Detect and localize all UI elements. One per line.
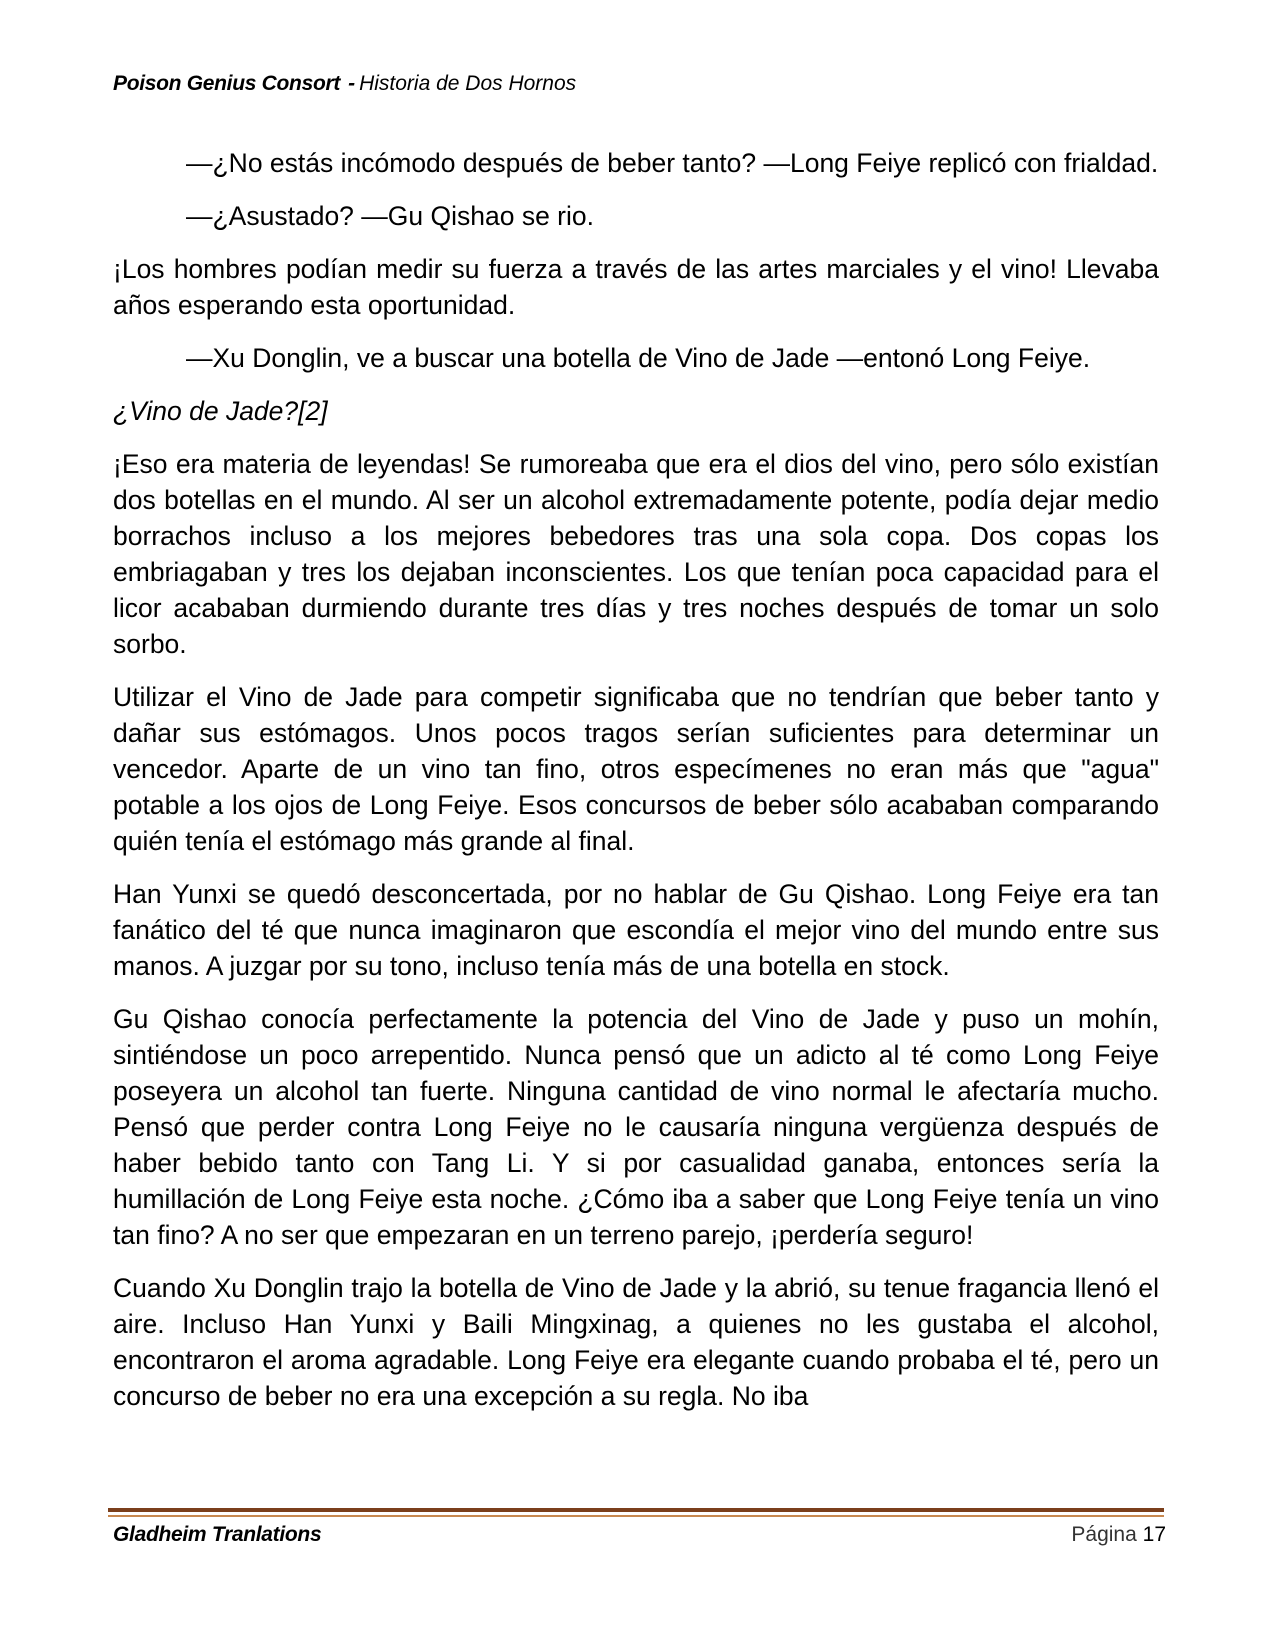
header-separator: -	[348, 72, 356, 95]
footer-page-indicator	[1071, 1523, 1166, 1547]
paragraph-10: Cuando Xu Donglin trajo la botella de Vino de Jade y la abrió, su tenue fragancia llenó el aire. Incluso Han Yunxi y Baili Mingxinag, a quienes no les gustaba el alcohol, encontraron el aroma agradable. Long Feiye era elegante cuando probaba el té, pero un concurso de beber no era una excepción a su regla. No iba	[113, 1273, 1159, 1411]
series-title: Poison Genius Consort	[113, 72, 341, 95]
footer-divider-thick	[108, 1508, 1164, 1512]
page-label: Página	[1071, 1523, 1137, 1546]
paragraph-9: Gu Qishao conocía perfectamente la potencia del Vino de Jade y puso un mohín, sintiéndose un poco arrepentido. Nunca pensó que un adicto al té como Long Feiye poseyera un alcohol tan fuerte. Ninguna cantidad de vino normal le afectaría mucho. Pensó que perder contra Long Feiye no le causaría ninguna vergüenza después de haber bebido tanto con Tang Li. Y si por casualidad ganaba, entonces sería la humillación de Long Feiye esta noche. ¿Cómo iba a saber que Long Feiye tenía un vino tan fino? A no ser que empezaran en un terreno parejo, ¡perdería seguro!	[113, 1004, 1159, 1250]
body-text	[113, 145, 1159, 1431]
page-number: 17	[1142, 1523, 1166, 1546]
paragraph-6: ¡Eso era materia de leyendas! Se rumoreaba que era el dios del vino, pero sólo existían dos botellas en el mundo. Al ser un alcohol extremadamente potente, podía dejar medio borrachos incluso a los mejores bebedores tras una sola copa. Dos copas los embriagaban y tres los dejaban inconscientes. Los que tenían poca capacidad para el licor acababan durmiendo durante tres días y tres noches después de tomar un solo sorbo.	[113, 449, 1159, 659]
chapter-title: Historia de Dos Hornos	[359, 72, 577, 95]
page-header	[113, 72, 576, 96]
footer-divider-thin	[108, 1515, 1164, 1517]
paragraph-3: ¡Los hombres podían medir su fuerza a través de las artes marciales y el vino! Llevaba años esperando esta oportunidad.	[113, 254, 1159, 320]
paragraph-8: Han Yunxi se quedó desconcertada, por no hablar de Gu Qishao. Long Feiye era tan fanático del té que nunca imaginaron que escondía el mejor vino del mundo entre sus manos. A juzgar por su tono, incluso tenía más de una botella en stock.	[113, 879, 1159, 981]
paragraph-italic-thought: ¿Vino de Jade?[2]	[113, 396, 328, 426]
paragraph-7: Utilizar el Vino de Jade para competir significaba que no tendrían que beber tanto y dañar sus estómagos. Unos pocos tragos serían suficientes para determinar un vencedor. Aparte de un vino tan fino, otros especímenes no eran más que "agua" potable a los ojos de Long Feiye. Esos concursos de beber sólo acababan comparando quién tenía el estómago más grande al final.	[113, 682, 1159, 856]
paragraph-dialogue-1: —¿No estás incómodo después de beber tanto? —Long Feiye replicó con frialdad.	[186, 148, 1159, 178]
paragraph-dialogue-4: —Xu Donglin, ve a buscar una botella de Vino de Jade —entonó Long Feiye.	[186, 343, 1091, 373]
footer-translator: Gladheim Tranlations	[113, 1523, 322, 1546]
paragraph-dialogue-2: —¿Asustado? —Gu Qishao se rio.	[186, 201, 594, 231]
